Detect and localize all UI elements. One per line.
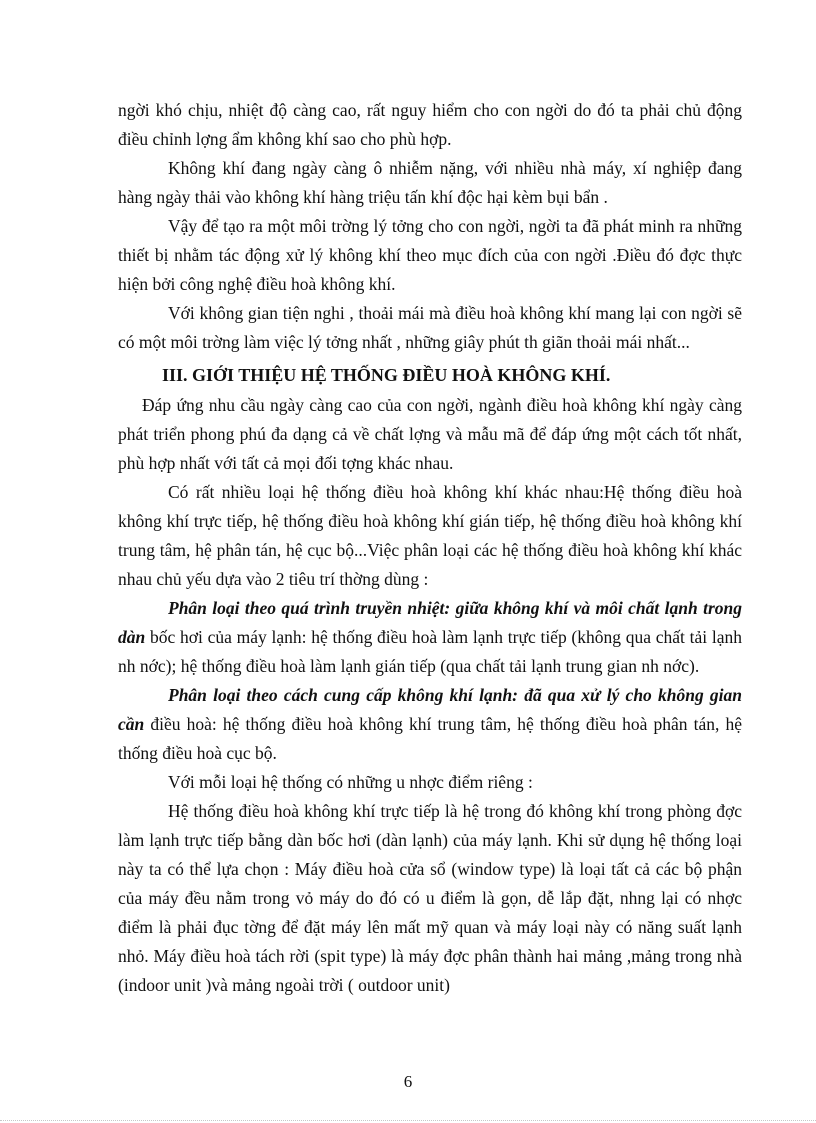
intro-paragraph-2: Không khí đang ngày càng ô nhiễm nặng, với nhiều nhà máy, xí nghiệp đang hàng ngày thải vào không khí hàng triệu tấn khí độc hại kèm bụi bẩn . [118,158,742,207]
classification-1-text: bốc hơi của máy lạnh: hệ thống điều hoà làm lạnh trực tiếp (không qua chất tải lạnh nh nớc); hệ thống điều hoà làm lạnh gián tiếp (qua chất tải lạnh trung gian nh nớc). [118,627,742,676]
section-paragraph-3: Với mỗi loại hệ thống có những u nhợc điểm riêng : [168,772,533,792]
intro-paragraph-1: ngời khó chịu, nhiệt độ càng cao, rất nguy hiểm cho con ngời do đó ta phải chủ động điều chỉnh lợng ẩm không khí sao cho phù hợp. [118,100,742,149]
classification-1-title: Phân loại theo quá trình truyền nhiệt: giữa không khí và môi chất lạnh trong dàn [118,598,742,647]
page-bottom-divider [0,1120,816,1121]
section-heading: III. GIỚI THIỆU HỆ THỐNG ĐIỀU HOÀ KHÔNG KHÍ. [162,365,611,385]
section-paragraph-1: Đáp ứng nhu cầu ngày càng cao của con ngời, ngành điều hoà không khí ngày càng phát triển phong phú đa dạng cả về chất lợng và mẫu mã để đáp ứng một cách tốt nhất, phù hợp nhất với tất cả mọi đối tợng khác nhau. [118,395,742,473]
classification-2-title: Phân loại theo cách cung cấp không khí lạnh: đã qua xử lý cho không gian cần [118,685,742,734]
section-paragraph-4: Hệ thống điều hoà không khí trực tiếp là hệ trong đó không khí trong phòng đợc làm lạnh trực tiếp bằng dàn bốc hơi (dàn lạnh) của máy lạnh. Khi sử dụng hệ thống loại này ta có thể lựa chọn : Máy điều hoà cửa sổ (window type) là loại tất cả các bộ phận của máy đều nằm trong vỏ máy do đó có u điểm là gọn, dễ lắp đặt, nhng lại có nhợc điểm là phải đục tờng để đặt máy lên mất mỹ quan và máy loại này có năng suất lạnh nhỏ. Máy điều hoà tách rời (spit type) là máy đợc phân thành hai mảng ,mảng trong nhà (indoor unit )và mảng ngoài trời ( outdoor unit) [118,801,742,995]
body-text [118,96,742,1000]
intro-paragraph-4: Với không gian tiện nghi , thoải mái mà điều hoà không khí mang lại con ngời sẽ có một môi trờng làm việc lý tởng nhất , những giây phút th giãn thoải mái nhất... [118,303,742,352]
intro-paragraph-3: Vậy để tạo ra một môi trờng lý tởng cho con ngời, ngời ta đã phát minh ra những thiết bị nhằm tác động xử lý không khí theo mục đích của con ngời .Điều đó đợc thực hiện bởi công nghệ điều hoà không khí. [118,216,742,294]
section-paragraph-2: Có rất nhiều loại hệ thống điều hoà không khí khác nhau:Hệ thống điều hoà không khí trực tiếp, hệ thống điều hoà không khí gián tiếp, hệ thống điều hoà không khí trung tâm, hệ phân tán, hệ cục bộ...Việc phân loại các hệ thống điều hoà không khí khác nhau chủ yếu dựa vào 2 tiêu trí thờng dùng : [118,482,742,589]
page-number: 6 [403,1072,413,1091]
classification-2 [118,681,742,768]
classification-1 [118,594,742,681]
classification-2-text: điều hoà: hệ thống điều hoà không khí trung tâm, hệ thống điều hoà phân tán, hệ thống điều hoà cục bộ. [118,714,742,763]
